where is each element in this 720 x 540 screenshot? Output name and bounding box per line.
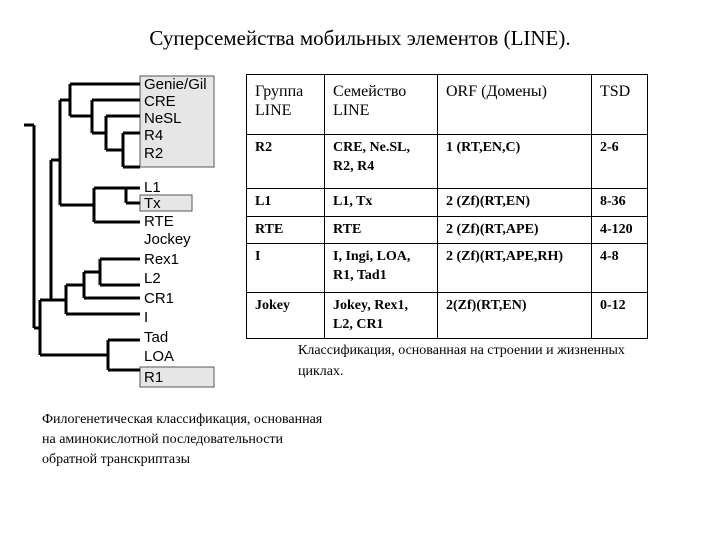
table-cell: Jokey	[247, 293, 325, 339]
table-cell: 2 (Zf)(RT,APE)	[438, 217, 592, 244]
table-cell: 2(Zf)(RT,EN)	[438, 293, 592, 339]
header-cell-tsd: TSD	[592, 75, 648, 135]
table-cell: I	[247, 244, 325, 293]
phylogenetic-tree	[22, 70, 222, 390]
table-cell: 4-8	[592, 244, 648, 293]
header-cell-orf: ORF (Домены)	[438, 75, 592, 135]
table-cell: 2-6	[592, 135, 648, 189]
leaf-label: I	[144, 309, 149, 326]
leaf-label: Genie/Gil	[144, 76, 207, 93]
tree-caption: Филогенетическая классификация, основанная на аминокислотной последовательности обратной транскриптазы	[42, 412, 323, 467]
table-cell: R2	[247, 135, 325, 189]
table-cell: 2 (Zf)(RT,APE,RH)	[438, 244, 592, 293]
table-cell: CRE, Ne.SL, R2, R4	[325, 135, 438, 189]
table-cell: RTE	[325, 217, 438, 244]
table-cell: L1	[247, 189, 325, 217]
leaf-label: R1	[144, 369, 164, 386]
leaf-label: Tad	[144, 329, 169, 346]
table-cell: 4-120	[592, 217, 648, 244]
leaf-label: L1	[144, 179, 161, 196]
table-cell: RTE	[247, 217, 325, 244]
table-row	[247, 293, 648, 339]
leaf-label: Rex1	[144, 251, 180, 268]
line-classification-table-container	[246, 74, 648, 339]
table-cell: 0-12	[592, 293, 648, 339]
table-cell: 2 (Zf)(RT,EN)	[438, 189, 592, 217]
table-cell: 1 (RT,EN,C)	[438, 135, 592, 189]
header-cell-group: Группа LINE	[247, 75, 325, 135]
leaf-label: R4	[144, 127, 164, 144]
leaf-label: R2	[144, 145, 164, 162]
line-classification-table	[246, 74, 648, 339]
table-cell: 8-36	[592, 189, 648, 217]
table-header-row	[247, 75, 648, 135]
leaf-label: CR1	[144, 290, 175, 307]
tree-svg	[22, 70, 222, 390]
leaf-label: CRE	[144, 93, 176, 110]
leaf-label: Jockey	[144, 231, 191, 248]
table-row	[247, 244, 648, 293]
leaf-label: LOA	[144, 348, 175, 365]
tree-branches	[24, 84, 140, 370]
header-cell-family: Семейство LINE	[325, 75, 438, 135]
table-caption: Классификация, основанная на строении и жизненных циклах.	[298, 343, 625, 379]
table-cell: I, Ingi, LOA, R1, Tad1	[325, 244, 438, 293]
table-row	[247, 135, 648, 189]
table-cell: Jokey, Rex1, L2, CR1	[325, 293, 438, 339]
leaf-label: Tx	[144, 195, 161, 212]
table-cell: L1, Tx	[325, 189, 438, 217]
slide-title: Суперсемейства мобильных элементов (LINE).	[149, 26, 571, 50]
table-row	[247, 217, 648, 244]
leaf-label: NeSL	[144, 110, 182, 127]
leaf-label: L2	[144, 270, 161, 287]
table-row	[247, 189, 648, 217]
leaf-label: RTE	[144, 213, 174, 230]
